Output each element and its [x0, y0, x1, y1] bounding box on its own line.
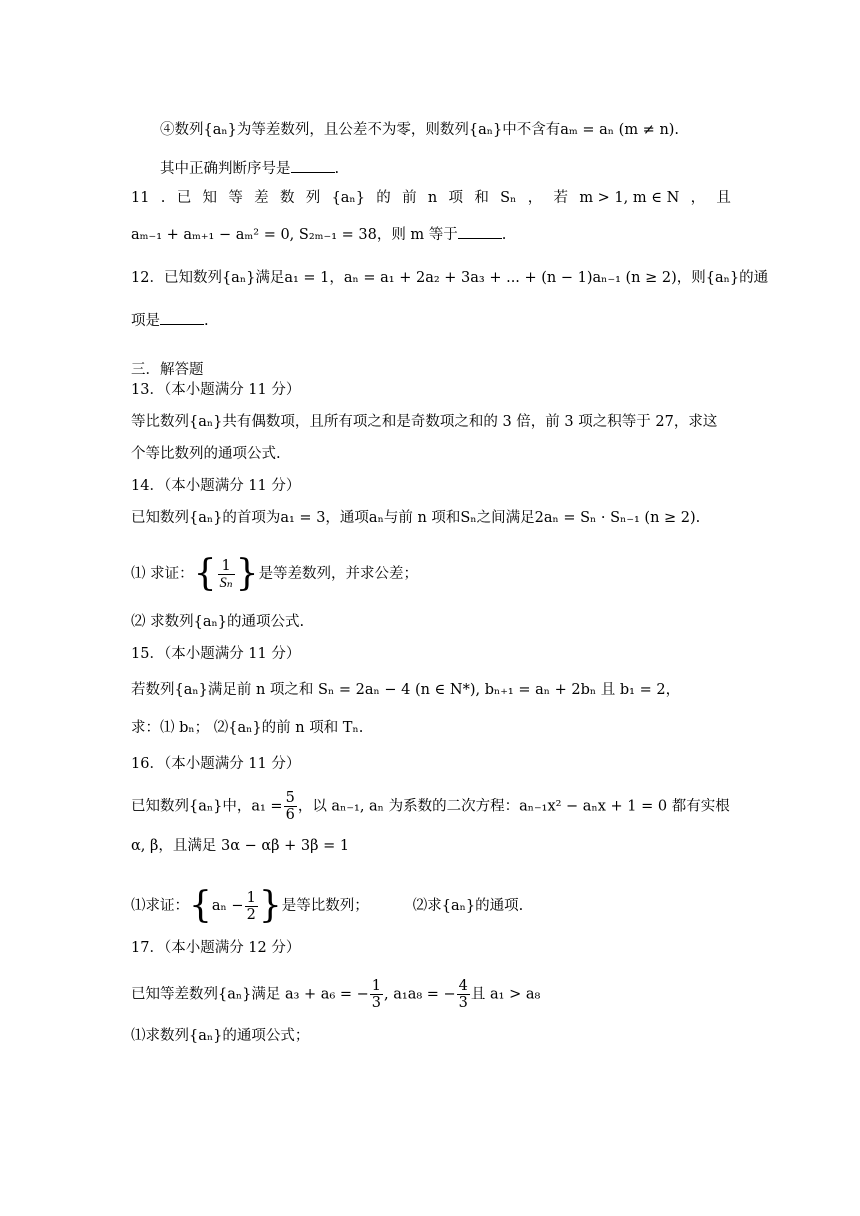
fraction-1-2: [245, 890, 258, 923]
q10-question-end: .: [334, 161, 340, 177]
q16-parts: [131, 885, 731, 926]
q17-part1: ⑴求数列{aₙ}的通项公式；: [131, 1028, 310, 1044]
q14-header: 14．（本小题满分 11 分）: [131, 478, 301, 494]
q11-token: 知: [202, 190, 217, 206]
q10-question: [160, 158, 760, 179]
q17-line1: [131, 978, 731, 1011]
fraction-numerator: 1: [218, 558, 235, 575]
q11-token: 差: [254, 190, 269, 206]
fraction-numerator: 1: [246, 889, 256, 906]
q16-line1-prefix: 已知数列{aₙ}中，a₁ =: [131, 798, 283, 815]
fraction-5-6: [284, 790, 297, 823]
left-brace: {: [189, 885, 212, 926]
section-title: 三．解答题: [131, 362, 204, 378]
q16-part2: ⑵求{aₙ}的通项.: [412, 898, 524, 914]
q12-line2-end: .: [204, 313, 209, 329]
q15-header: 15．（本小题满分 11 分）: [131, 646, 301, 662]
fraction-4-3: [457, 978, 470, 1011]
answer-blank: [458, 224, 502, 239]
q11-token: 前: [402, 190, 417, 206]
fraction-numerator: 5: [285, 790, 295, 806]
q11-token: 列: [305, 190, 321, 206]
q11-token: 已: [176, 190, 192, 206]
q16-line2: α, β，且满足 3α − αβ + 3β = 1: [131, 838, 350, 854]
q17-line1-mid: , a₁a₈ = −: [384, 986, 456, 1003]
fraction-denominator: 2: [246, 906, 256, 923]
q11-token: 11: [131, 190, 150, 206]
q11-token: 数: [279, 190, 295, 206]
q11-line2-text: aₘ₋₁ + aₘ₊₁ − aₘ² = 0, S₂ₘ₋₁ = 38，则 m 等于: [131, 227, 458, 243]
q14-part1-prefix: ⑴ 求证：: [131, 566, 194, 582]
q11-token: 且: [716, 190, 731, 206]
q11-line2: [131, 224, 731, 245]
q16-part1-expr: aₙ −: [211, 898, 244, 914]
q11-token: 和: [474, 190, 489, 206]
q11-token: .: [160, 190, 166, 206]
q11-token: ，: [690, 190, 706, 206]
q14-line1: 已知数列{aₙ}的首项为a₁ = 3，通项aₙ与前 n 项和Sₙ之间满足2aₙ = Sₙ · Sₙ₋₁ (n ≥ 2).: [131, 510, 701, 526]
fraction-denominator: 3: [371, 995, 382, 1011]
q16-header: 16．（本小题满分 11 分）: [131, 756, 301, 772]
fraction-1-3: [370, 978, 383, 1011]
q11-line1: [131, 188, 731, 208]
left-brace: {: [193, 553, 217, 594]
q17-line1-prefix: 已知等差数列{aₙ}满足 a₃ + a₆ = −: [131, 986, 369, 1003]
q10-question-text: 其中正确判断序号是: [160, 161, 291, 177]
q17-line1-suffix: 且 a₁ > a₈: [470, 986, 541, 1003]
q13-line1: 等比数列{aₙ}共有偶数项，且所有项之和是奇数项之和的 3 倍，前 3 项之积等于 27，求这: [131, 414, 718, 430]
q12-line2: [131, 310, 731, 331]
q11-token: 项: [448, 190, 464, 206]
q14-part1: [131, 553, 731, 594]
answer-blank: [291, 158, 335, 173]
q16-part1-prefix: ⑴求证：: [131, 898, 189, 914]
q11-token: n: [427, 190, 438, 206]
q11-line2-end: .: [501, 227, 507, 243]
right-brace: }: [258, 885, 282, 926]
q15-line2: 求：⑴ bₙ； ⑵{aₙ}的前 n 项和 Tₙ.: [131, 720, 364, 736]
q10-item4: ④数列{aₙ}为等差数列，且公差不为零，则数列{aₙ}中不含有aₘ = aₙ (m ≠ n).: [160, 122, 680, 138]
q11-token: 等: [228, 190, 243, 206]
q14-part2: ⑵ 求数列{aₙ}的通项公式.: [131, 614, 305, 630]
fraction-denominator: Sₙ: [219, 574, 233, 591]
q11-token: Sₙ: [500, 190, 517, 206]
q13-line2: 个等比数列的通项公式.: [131, 446, 281, 462]
q16-part1-suffix: 是等比数列；: [281, 898, 369, 914]
fraction-numerator: 1: [371, 978, 382, 994]
q15-line1: 若数列{aₙ}满足前 n 项之和 Sₙ = 2aₙ − 4 (n ∈ N*), bₙ₊₁ = aₙ + 2bₙ 且 b₁ = 2，: [131, 682, 681, 698]
fraction-1-over-sn: [218, 558, 235, 591]
right-brace: }: [235, 553, 259, 594]
fraction-numerator: 4: [458, 978, 468, 994]
q14-part1-suffix: 是等差数列，并求公差；: [258, 566, 419, 582]
q11-token: 的: [376, 190, 391, 206]
q11-token: m > 1, m ∈ N: [579, 190, 680, 206]
q11-token: 若: [553, 190, 568, 206]
q16-line1-suffix: ，以 aₙ₋₁, aₙ 为系数的二次方程：aₙ₋₁x² − aₙx + 1 = 0 都有实根: [297, 798, 730, 815]
fraction-denominator: 6: [285, 807, 295, 823]
q16-line1: [131, 790, 731, 823]
q11-token: {aₙ}: [331, 190, 365, 206]
fraction-denominator: 3: [458, 995, 468, 1011]
q11-token: ，: [527, 190, 543, 206]
q13-header: 13．（本小题满分 11 分）: [131, 382, 301, 398]
answer-blank: [160, 310, 204, 325]
q17-header: 17．（本小题满分 12 分）: [131, 940, 301, 956]
q12-line1: 12．已知数列{aₙ}满足a₁ = 1，aₙ = a₁ + 2a₂ + 3a₃ + ... + (n − 1)aₙ₋₁ (n ≥ 2)，则{aₙ}的通: [131, 270, 769, 286]
q12-line2-text: 项是: [131, 313, 160, 329]
